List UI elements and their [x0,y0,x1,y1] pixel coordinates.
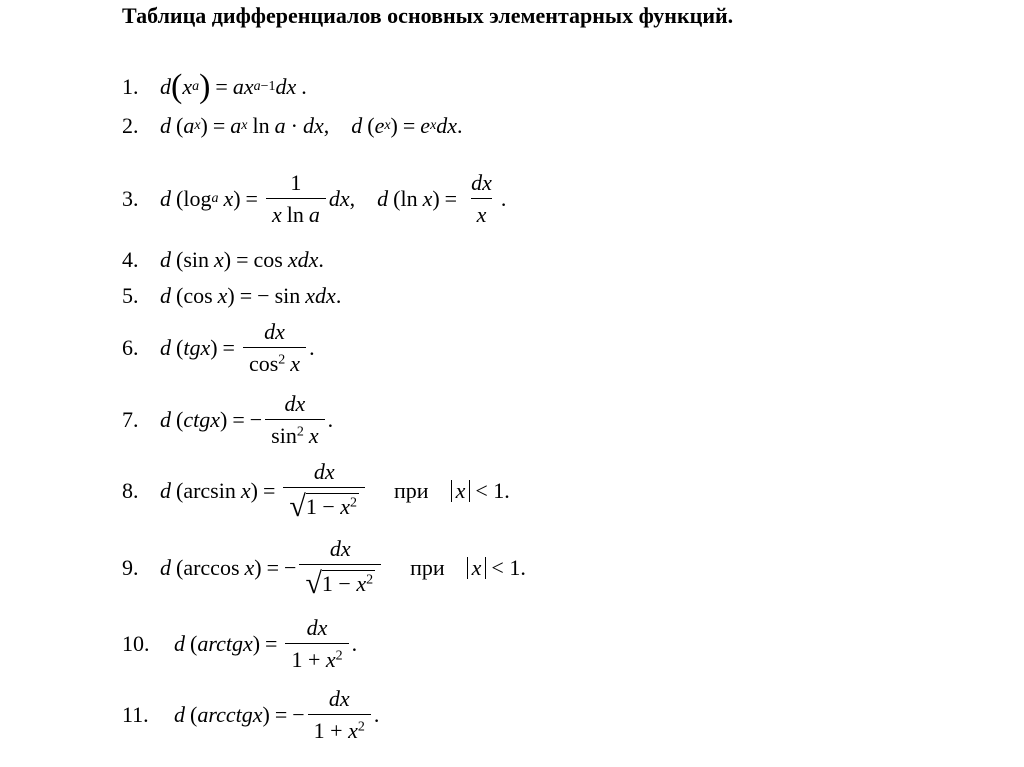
fraction: $\frac{dx}{1 + x^2}$ [308,688,371,742]
square-root: √ $1 - x^2$ [289,490,358,523]
formula-number: 3. [122,186,139,211]
formula-row-4 [122,249,324,271]
square-root: √ $1 - x^2$ [305,567,374,600]
fraction: dx √ $1 - x^2$ [299,538,381,599]
condition-word: при [394,478,429,504]
formula-row-10 [122,617,357,671]
formula-expression: d (cos x ) = − sin xdx . [160,283,342,308]
formula-expression: d (arccos x ) = − dx √ $1 - x^2$ [160,538,384,599]
absolute-value: x [451,480,471,502]
formula-number: 1. [122,74,139,99]
formula-row-6 [122,321,315,375]
formula-expression: d (sin x ) = cos xdx . [160,247,324,272]
formula-row-1 [122,70,307,104]
formula-expression: d (log a x ) = $\frac{1}{\text{x ln a}}$ dx , d (ln x ) = $\frac{dx}{x}$ . [160,170,507,227]
fraction: $\frac{dx}{\cos^2 x}$ [243,321,306,375]
formula-row-5 [122,285,341,307]
condition-word: при [410,555,445,581]
page-title: Таблица дифференциалов основных элементарных функций. [122,3,734,28]
formula-row-8 [122,461,510,522]
formula-number: 8. [122,478,139,504]
formula-expression: d ( x a ) = ax a−1 dx . [160,68,307,105]
formula-expression: d ( arcctgx ) = − $\frac{dx}{1 + x^2}$ . [174,686,380,743]
formula-expression: d ( a x ) = a x ln a · dx , d ( e x ) = e x dx . [160,113,463,138]
formula-row-7 [122,393,333,447]
formula-number: 5. [122,283,139,308]
formula-row-2 [122,115,463,137]
formula-expression: d ( ctgx ) = − $\frac{dx}{\sin^2 x}$ . [160,391,334,448]
fraction: $\frac{1}{\text{x ln a}}$ [266,172,326,226]
formula-expression: d ( arctgx ) = $\frac{dx}{1 + x^2}$ . [174,615,358,672]
formula-row-9 [122,538,526,599]
formula-expression: d ( tgx ) = $\frac{dx}{\cos^2 x}$ . [160,319,315,376]
condition-rhs: < 1. [475,478,510,504]
formula-row-3 [122,172,506,226]
formula-number: 10. [122,631,150,656]
formula-number: 2. [122,113,139,138]
fraction: $\frac{dx}{\sin^2 x}$ [265,393,324,447]
formula-number: 4. [122,247,139,272]
fraction: dx √ $1 - x^2$ [283,461,365,522]
fraction: $\frac{dx}{1 + x^2}$ [285,617,348,671]
condition-rhs: < 1. [491,555,526,581]
formula-number: 7. [122,407,139,432]
fraction: $\frac{dx}{x}$ [471,170,492,227]
formula-number: 9. [122,555,139,581]
formula-number: 6. [122,335,139,360]
formula-row-11 [122,688,379,742]
formula-number: 11. [122,702,149,727]
absolute-value: x [467,557,487,579]
formula-expression: d (arcsin x ) = dx √ $1 - x^2$ [160,461,368,522]
